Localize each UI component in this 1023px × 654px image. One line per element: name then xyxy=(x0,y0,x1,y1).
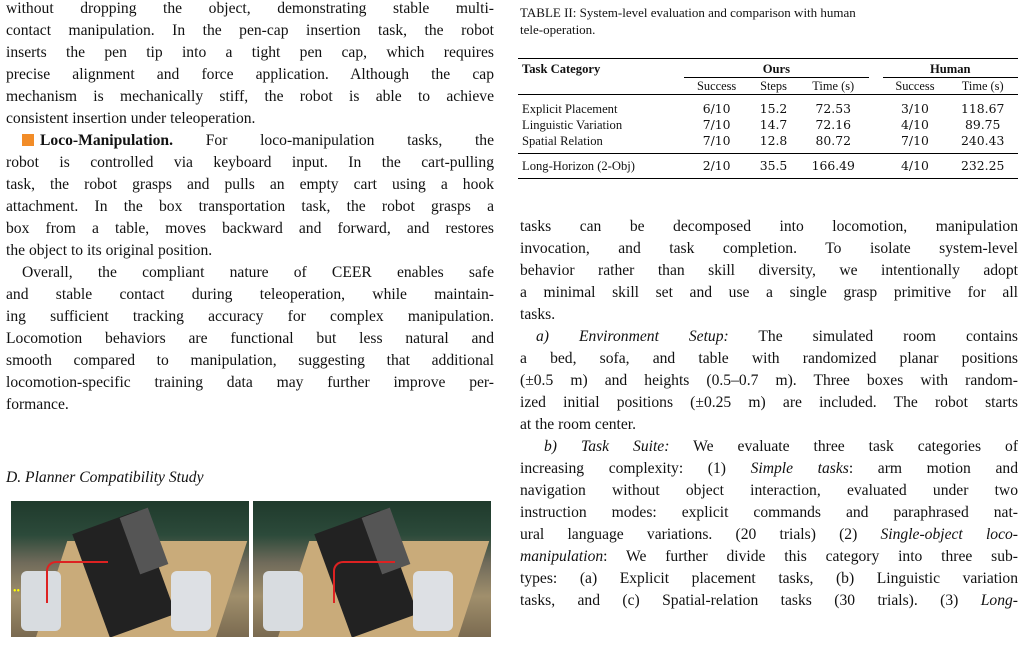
text-line: ural language variations. (20 trials) (2) Single-object loco- xyxy=(520,526,1018,543)
loco-heading: Loco-Manipulation. xyxy=(40,132,173,149)
text-line: tasks. xyxy=(520,306,556,323)
text-line: manipulation: We further divide this category into three sub- xyxy=(520,548,1018,565)
figure xyxy=(11,501,491,637)
col-header: Success xyxy=(895,79,935,93)
text-line: types: (a) Explicit placement tasks, (b) Linguistic variation xyxy=(520,570,1018,587)
table-cell: 89.75 xyxy=(964,117,1001,132)
text-line: box from a table, moves backward and forward, and restores xyxy=(6,220,494,237)
text-line: ized initial positions (±0.25 m) are included. The robot starts xyxy=(520,394,1018,411)
table-cell: 7/10 xyxy=(702,117,731,132)
table-cell: 72.53 xyxy=(815,101,851,116)
row-label: Explicit Placement xyxy=(522,102,618,116)
text-line: at the room center. xyxy=(520,416,637,433)
text-line: instruction modes: explicit commands and paraphrased nat- xyxy=(520,504,1018,521)
table-cell: 232.25 xyxy=(961,158,1005,173)
text-line: a bed, sofa, and table with randomized planar positions xyxy=(520,350,1018,367)
table-cell: 12.8 xyxy=(759,133,788,148)
table-cell: 72.16 xyxy=(815,117,851,132)
group-header-ours: Ours xyxy=(684,59,868,78)
table-cell: 4/10 xyxy=(901,158,929,173)
env-heading-line: a) Environment Setup: The simulated room contains xyxy=(536,328,1018,345)
table-cell: 14.7 xyxy=(759,117,788,132)
right-body xyxy=(520,216,1018,612)
col-header: Time (s) xyxy=(961,79,1004,93)
suite-heading-line: b) Task Suite: We evaluate three task categories of xyxy=(544,438,1018,455)
col-header: Time (s) xyxy=(812,79,855,93)
col-header: Success xyxy=(697,79,737,93)
text-line: tasks, and (c) Spatial-relation tasks (30 trials). (3) Long- xyxy=(520,592,1018,609)
text-line: a minimal skill set and use a single grasp primitive for all xyxy=(520,284,1018,301)
table-cell: 3/10 xyxy=(901,101,929,116)
text-line: invocation, and task completion. To isolate system-level xyxy=(520,240,1018,257)
text-line: smooth compared to manipulation, suggesting that additional xyxy=(6,352,494,369)
env-heading: a) Environment Setup: xyxy=(536,328,729,345)
text-line: and stable contact during teleoperation, while maintain- xyxy=(6,286,494,303)
text-line: increasing complexity: (1) Simple tasks: arm motion and xyxy=(520,460,1018,477)
text-line: Locomotion behaviors are functional but less natural and xyxy=(6,330,494,347)
table-cell: 35.5 xyxy=(759,158,788,173)
text-line: inserts the pen tip into a tight pen cap, which requires xyxy=(6,44,494,61)
text-line: tasks can be decomposed into locomotion, manipulation xyxy=(520,218,1018,235)
text-line: attachment. In the box transportation task, the robot grasps a xyxy=(6,198,494,215)
section-heading: D. Planner Compatibility Study xyxy=(6,469,204,486)
text-line: contact manipulation. In the pen-cap insertion task, the robot xyxy=(6,22,494,39)
col-header-task: Task Category xyxy=(522,62,601,76)
text-line: the object to its original position. xyxy=(6,242,213,259)
text-line: precise alignment and force application. Although the cap xyxy=(6,66,494,83)
text-line: mechanism is mechanically stiff, the robot is able to achieve xyxy=(6,88,494,105)
text-line: formance. xyxy=(6,396,69,413)
text-line: navigation without object interaction, evaluated under two xyxy=(520,482,1018,499)
table-caption-line: tele-operation. xyxy=(520,22,596,37)
table-cell: 15.2 xyxy=(759,101,788,116)
table-cell: 7/10 xyxy=(901,133,929,148)
row-label: Long-Horizon (2-Obj) xyxy=(522,159,635,173)
orange-square-icon xyxy=(22,134,34,146)
suite-heading: b) Task Suite: xyxy=(544,438,670,455)
text-line: without dropping the object, demonstrating stable multi- xyxy=(6,0,494,17)
table-cell: 2/10 xyxy=(702,158,731,173)
row-label: Linguistic Variation xyxy=(522,118,623,132)
text-line: robot is controlled via keyboard input. In the cart-pulling xyxy=(6,154,494,171)
text-line: Overall, the compliant nature of CEER enables safe xyxy=(22,264,494,281)
results-table xyxy=(518,58,1018,179)
text-line: behavior rather than skill diversity, we intentionally adopt xyxy=(520,262,1018,279)
table-cell: 166.49 xyxy=(811,158,855,173)
table-cell: 240.43 xyxy=(961,133,1005,148)
table-cell: 118.67 xyxy=(961,101,1005,116)
table-cell: 4/10 xyxy=(901,117,929,132)
loco-heading-line: Loco-Manipulation. For loco-manipulation tasks, the xyxy=(6,130,494,152)
robot-photo-left: •• xyxy=(11,501,249,637)
table-cell: 6/10 xyxy=(702,101,731,116)
text-line: consistent insertion under teleoperation. xyxy=(6,110,256,127)
table-cell: 80.72 xyxy=(815,133,851,148)
text-line: ing sufficient tracking accuracy for complex manipulation. xyxy=(6,308,494,325)
col-header: Steps xyxy=(760,79,787,93)
row-label: Spatial Relation xyxy=(522,134,603,148)
robot-photo-right xyxy=(253,501,491,637)
group-header-human: Human xyxy=(883,59,1018,78)
table-caption-line: TABLE II: System-level evaluation and comparison with human xyxy=(520,5,856,20)
table-cell: 7/10 xyxy=(702,133,731,148)
text-line: locomotion-specific training data may further improve per- xyxy=(6,374,494,391)
text-line: task, the robot grasps and pulls an empty cart using a hook xyxy=(6,176,494,193)
text-line: (±0.5 m) and heights (0.5–0.7 m). Three boxes with random- xyxy=(520,372,1018,389)
